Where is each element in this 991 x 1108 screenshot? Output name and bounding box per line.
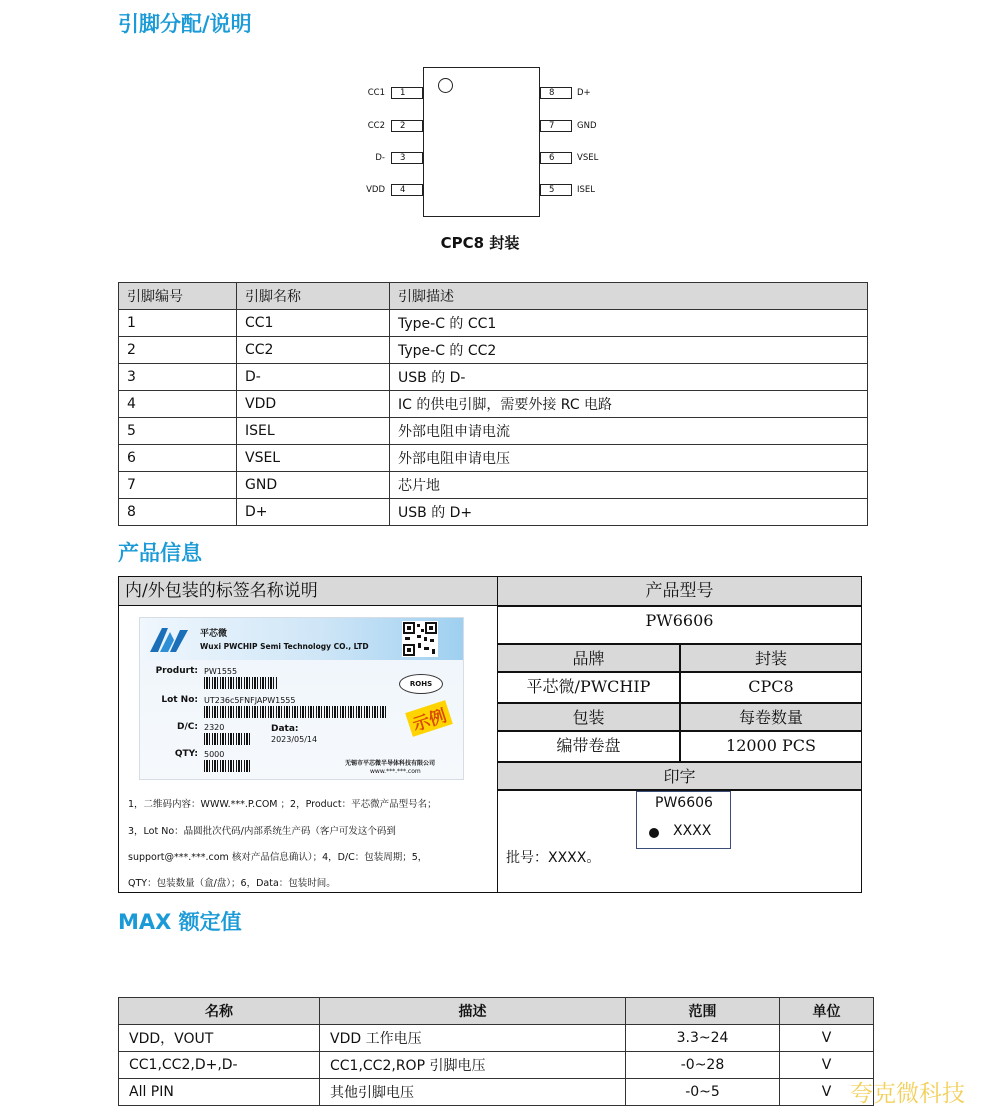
label-note-line: QTY：包装数量（盒/盘）；6，Data：包装时间。: [128, 878, 336, 889]
product-section-title: 产品信息: [118, 541, 202, 565]
column-header: 名称: [119, 998, 320, 1025]
pin-number-box: 6: [540, 152, 572, 164]
pin-label-left-3: D-: [375, 153, 385, 163]
table-row: [119, 418, 868, 445]
marking-example: [636, 791, 731, 849]
label-data-key: Data:: [271, 724, 299, 734]
pin-label-right-7: GND: [577, 121, 597, 131]
pin-label-left-4: VDD: [366, 185, 385, 195]
pin-desc-cell: IC 的供电引脚，需要外接 RC 电路: [390, 391, 868, 418]
pin-number-cell: 1: [119, 310, 237, 337]
pin-label-left-1: CC1: [367, 88, 385, 98]
table-row: [119, 1025, 874, 1052]
table-row: [119, 337, 868, 364]
package-label-example: [139, 617, 464, 780]
pin-desc-cell: 芯片地: [390, 472, 868, 499]
pin-section-title: 引脚分配/说明: [118, 12, 252, 36]
label-note-line: 1，二维码内容：WWW.***.P.COM ；2，Product：平芯微产品型号名；: [128, 799, 437, 810]
label-note-line: 3，Lot No：晶圆批次代码/内部系统生产码（客户可发这个码到: [128, 826, 396, 837]
pin-name-cell: VSEL: [237, 445, 390, 472]
pin-label-left-2: CC2: [367, 121, 385, 131]
marking-model: PW6606: [655, 795, 713, 811]
rating-unit-cell: V: [780, 1079, 874, 1106]
label-data-value: 2023/05/14: [271, 735, 318, 744]
column-header: 描述: [320, 998, 626, 1025]
label-note-line: support@***.***.com 核对产品信息确认）；4，D/C：包装周期；5，: [128, 852, 428, 863]
rating-desc-cell: VDD 工作电压: [320, 1025, 626, 1052]
table-row: [119, 1079, 874, 1106]
chip-caption: CPC8 封装: [440, 234, 520, 252]
rating-range-cell: 3.3~24: [626, 1025, 780, 1052]
qr-code-icon: [402, 621, 438, 657]
pin-name-cell: CC1: [237, 310, 390, 337]
label-qty-value: 5000: [204, 750, 225, 759]
rating-unit-cell: V: [780, 1052, 874, 1079]
label-description-panel: [119, 577, 498, 892]
pin-number-cell: 3: [119, 364, 237, 391]
pin-label-right-8: D+: [577, 88, 591, 98]
pin-number-box: 5: [540, 184, 572, 196]
pin-number-cell: 8: [119, 499, 237, 526]
rating-unit-cell: V: [780, 1025, 874, 1052]
pin-number-cell: 6: [119, 445, 237, 472]
pin-number-box: 8: [540, 87, 572, 99]
label-lot-key: Lot No:: [161, 695, 198, 705]
product-info-table: [118, 576, 862, 893]
label-product-key: Produrt:: [155, 666, 198, 676]
pin-number-cell: 7: [119, 472, 237, 499]
column-header: 引脚描述: [390, 283, 868, 310]
label-dc-key: D/C:: [177, 722, 198, 732]
marking-code: XXXX: [673, 823, 712, 839]
column-header: 单位: [780, 998, 874, 1025]
pin-name-cell: GND: [237, 472, 390, 499]
pin-number-box: 4: [391, 184, 423, 196]
watermark: 夸克微科技: [850, 1081, 965, 1107]
batch-note: 批号：XXXX。: [506, 850, 601, 866]
packing-header: 包装: [498, 704, 679, 731]
pin-name-cell: D-: [237, 364, 390, 391]
pin-number-box: 1: [391, 87, 423, 99]
pin-description-table: [118, 282, 868, 526]
label-brand-cn: 平芯微: [200, 629, 228, 639]
label-description-header: 内/外包装的标签名称说明: [119, 577, 497, 606]
label-company-en: Wuxi PWCHIP Semi Technology CO., LTD: [200, 642, 369, 651]
rating-range-cell: -0~5: [626, 1079, 780, 1106]
table-header-row: [119, 283, 868, 310]
pin-number-cell: 2: [119, 337, 237, 364]
table-row: [119, 472, 868, 499]
column-header: 引脚编号: [119, 283, 237, 310]
pin-label-right-5: ISEL: [577, 185, 596, 195]
table-row: [119, 310, 868, 337]
pin-desc-cell: 外部电阻申请电压: [390, 445, 868, 472]
table-header-row: [119, 998, 874, 1025]
table-row: [119, 364, 868, 391]
rating-desc-cell: CC1,CC2,ROP 引脚电压: [320, 1052, 626, 1079]
chip-body: [423, 67, 540, 217]
brand-header: 品牌: [498, 645, 679, 672]
lot-barcode: [204, 706, 386, 718]
pin1-marker-icon: [438, 78, 453, 93]
pin-number-box: 7: [540, 120, 572, 132]
pin-name-cell: CC2: [237, 337, 390, 364]
pin-name-cell: VDD: [237, 391, 390, 418]
table-row: [119, 391, 868, 418]
pin-desc-cell: Type-C 的 CC2: [390, 337, 868, 364]
max-ratings-table: [118, 997, 874, 1106]
table-row: [119, 499, 868, 526]
packing-value: 编带卷盘: [556, 736, 621, 755]
label-maker: 无锡市平芯微半导体科技有限公司: [345, 760, 436, 767]
product-spec-panel: [498, 577, 861, 892]
chip-package-diagram: [355, 60, 615, 260]
label-qty-key: QTY:: [174, 749, 198, 759]
dc-barcode: [204, 733, 252, 745]
column-header: 范围: [626, 998, 780, 1025]
qty-value: 12000 PCS: [726, 736, 816, 755]
pin-number-box: 2: [391, 120, 423, 132]
rohs-badge: ROHS: [399, 674, 443, 694]
table-row: [119, 445, 868, 472]
qty-header: 每卷数量: [681, 704, 861, 731]
label-lot-value: UT236c5FNFJAPW1555: [204, 696, 296, 705]
example-stamp: 示例: [405, 700, 453, 737]
pin-number-cell: 4: [119, 391, 237, 418]
table-row: [119, 1052, 874, 1079]
rating-name-cell: CC1,CC2,D+,D-: [119, 1052, 320, 1079]
model-header: 产品型号: [498, 577, 861, 606]
pin-desc-cell: USB 的 D+: [390, 499, 868, 526]
brand-value: 平芯微/PWCHIP: [526, 677, 651, 696]
pin-name-cell: ISEL: [237, 418, 390, 445]
pwchip-logo-icon: [148, 624, 192, 654]
pin-desc-cell: Type-C 的 CC1: [390, 310, 868, 337]
label-website: www.***.***.com: [370, 768, 421, 775]
pin-desc-cell: 外部电阻申请电流: [390, 418, 868, 445]
rating-range-cell: -0~28: [626, 1052, 780, 1079]
pin-desc-cell: USB 的 D-: [390, 364, 868, 391]
qty-barcode: [204, 760, 252, 772]
marking-header: 印字: [498, 763, 861, 790]
package-header: 封装: [681, 645, 861, 672]
model-value: PW6606: [645, 611, 714, 630]
max-section-title: MAX 额定值: [118, 910, 242, 934]
label-dc-value: 2320: [204, 723, 225, 732]
pin-number-cell: 5: [119, 418, 237, 445]
rating-name-cell: VDD，VOUT: [119, 1025, 320, 1052]
pin-name-cell: D+: [237, 499, 390, 526]
pin-number-box: 3: [391, 152, 423, 164]
product-barcode: [204, 677, 278, 689]
rating-name-cell: All PIN: [119, 1079, 320, 1106]
label-product-value: PW1555: [204, 667, 238, 676]
package-value: CPC8: [748, 677, 794, 696]
rating-desc-cell: 其他引脚电压: [320, 1079, 626, 1106]
pin-label-right-6: VSEL: [577, 153, 599, 163]
column-header: 引脚名称: [237, 283, 390, 310]
pin1-dot-icon: [649, 828, 659, 838]
